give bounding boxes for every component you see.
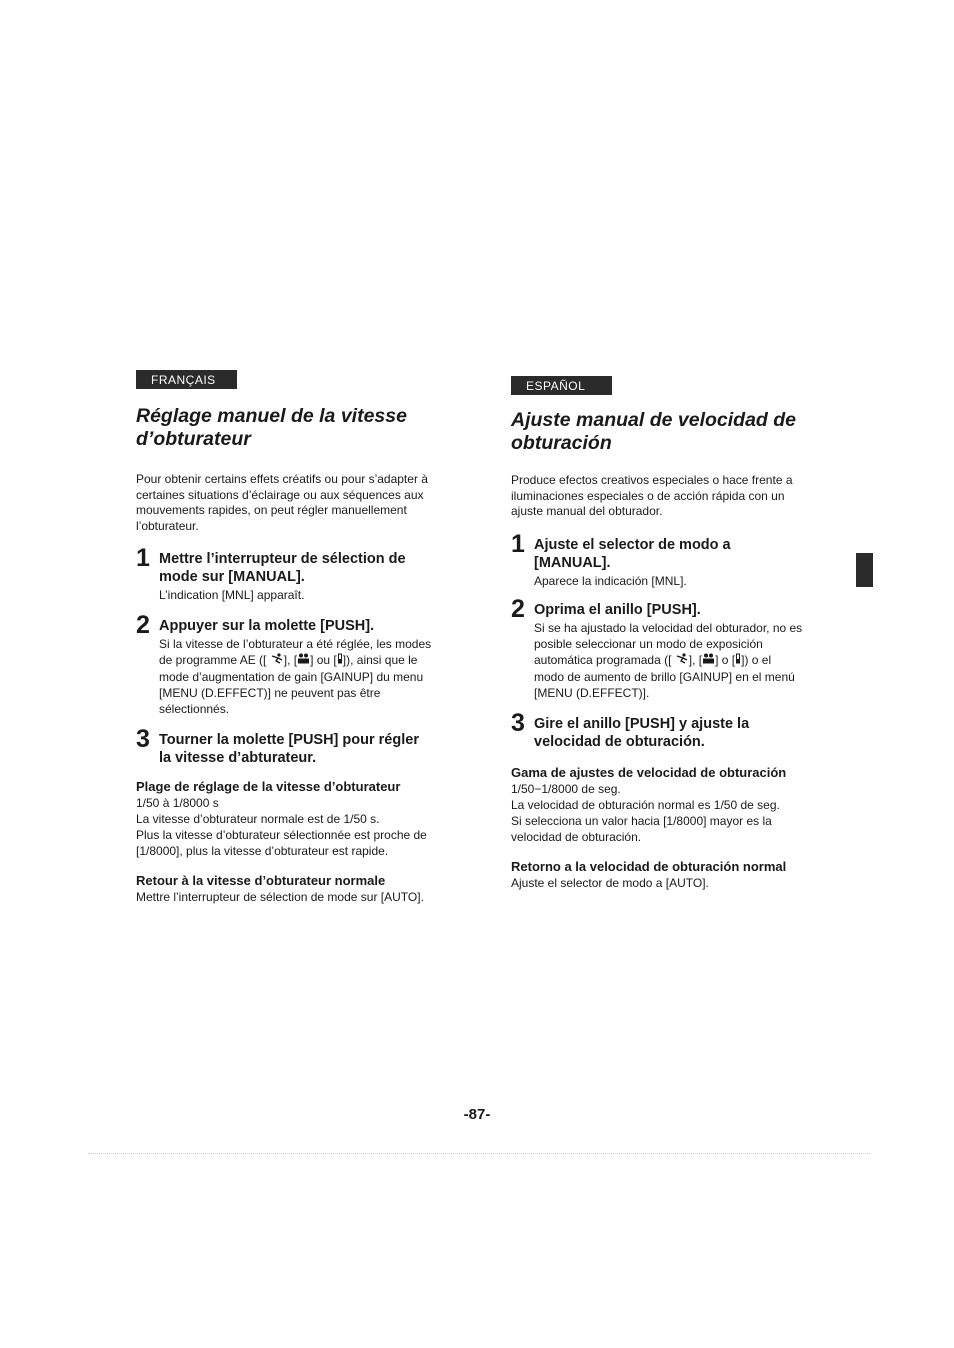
heading-line: la vitesse d’abturateur. [159, 750, 317, 766]
body-text: ]) o el [741, 652, 772, 667]
step-heading [159, 550, 456, 586]
body-line: Si selecciona un valor hacia [1/8000] mayor es la [511, 813, 772, 828]
step-number: 2 [511, 594, 525, 623]
body-line: Si la vitesse de l’obturateur a été réglée, les modes [159, 637, 432, 651]
body-text: ] o [ [715, 652, 736, 667]
body-line: 1/50−1/8000 de seg. [511, 781, 621, 796]
body-line: sélectionnés. [159, 702, 230, 716]
step-body [534, 620, 831, 701]
body-line: 1/50 à 1/8000 s [136, 796, 219, 810]
range-heading: Plage de réglage de la vitesse d’obturateur [136, 779, 401, 794]
return-section [511, 859, 831, 891]
step-1 [511, 529, 831, 589]
heading-line: Ajuste el selector de modo a [534, 536, 731, 553]
body-line: [MENU (D.EFFECT)]. [534, 685, 650, 700]
body-line: velocidad de obturación. [511, 829, 642, 844]
step-number: 2 [136, 611, 150, 639]
heading-line: [MANUAL]. [534, 554, 611, 571]
return-section [136, 873, 456, 905]
return-body: Ajuste el selector de modo a [AUTO]. [511, 875, 709, 890]
intro-line: Pour obtenir certains effets créatifs ou pour s’adapter à [136, 472, 428, 486]
body-line: Plus la vitesse d’obturateur sélectionnée est proche de [136, 828, 427, 842]
title-line: Ajuste manual de velocidad de [511, 409, 796, 431]
body-text: ], [ [688, 652, 703, 667]
range-section [136, 779, 456, 859]
body-text: ] ou [ [310, 653, 337, 667]
title-line: d’obturateur [136, 428, 251, 450]
step-3 [511, 708, 831, 751]
body-line: modo de aumento de brillo [GAINUP] en el menú [534, 669, 795, 684]
heading-line: Gire el anillo [PUSH] y ajuste la [534, 715, 750, 732]
intro-line: Produce efectos creativos especiales o hace frente a [511, 473, 793, 487]
bottom-divider [88, 1153, 870, 1154]
body-line: Si se ha ajustado la velocidad del obturador, no es [534, 620, 803, 635]
range-section [511, 765, 831, 845]
step-number: 3 [511, 708, 525, 737]
body-text: ]), ainsi que le [342, 653, 418, 667]
portrait-mode-icon [297, 653, 310, 669]
step-body: Aparece la indicación [MNL]. [534, 573, 687, 588]
intro-line: l’obturateur. [136, 518, 199, 533]
sports-mode-icon [270, 653, 284, 669]
intro-line: mouvements rapides, on peut régler manuellement [136, 503, 407, 517]
body-text: de programme AE ([ [159, 653, 267, 667]
return-body: Mettre l’interrupteur de sélection de mode sur [AUTO]. [136, 890, 424, 904]
return-heading: Retorno a la velocidad de obturación normal [511, 858, 787, 874]
step-body [159, 636, 456, 717]
step-heading: Appuyer sur la molette [PUSH]. [159, 618, 375, 634]
body-text: ], [ [283, 653, 298, 667]
spanish-column [511, 370, 831, 891]
language-tag: FRANÇAIS [136, 370, 237, 389]
section-title [511, 409, 831, 455]
french-column [136, 370, 456, 905]
step-1 [136, 544, 456, 603]
body-line: posible seleccionar un modo de exposición [534, 636, 763, 651]
sports-mode-icon [675, 653, 689, 669]
step-heading: Oprima el anillo [PUSH]. [534, 601, 701, 618]
intro-line: certaines situations d’éclairage ou aux séquences aux [136, 487, 424, 502]
section-tab-marker [856, 553, 873, 587]
step-number: 1 [136, 544, 150, 572]
intro-line: ajuste manual del obturador. [511, 504, 663, 518]
step-2 [136, 611, 456, 717]
heading-line: Tourner la molette [PUSH] pour régler [159, 732, 419, 748]
title-line: obturación [511, 432, 612, 454]
step-number: 3 [136, 725, 150, 753]
intro-paragraph [136, 472, 456, 534]
heading-line: Mettre l’interrupteur de sélection de [159, 551, 406, 567]
step-2 [511, 594, 831, 701]
range-heading: Gama de ajustes de velocidad de obturación [511, 764, 787, 780]
body-line: [MENU (D.EFFECT)] ne peuvent pas être [159, 686, 381, 700]
step-heading [534, 715, 831, 751]
body-line: La vitesse d’obturateur normale est de 1/50 s. [136, 812, 380, 826]
heading-line: mode sur [MANUAL]. [159, 569, 305, 585]
step-3 [136, 725, 456, 767]
step-heading [159, 731, 456, 767]
body-text: automática programada ([ [534, 652, 672, 667]
body-line: La velocidad de obturación normal es 1/50 de seg. [511, 797, 780, 812]
section-title [136, 405, 456, 451]
return-heading: Retour à la vitesse d’obturateur normale [136, 873, 386, 888]
intro-paragraph [511, 473, 831, 520]
heading-line: velocidad de obturación. [534, 733, 705, 750]
title-line: Réglage manuel de la vitesse [136, 405, 407, 427]
step-body: L’indication [MNL] apparaît. [159, 588, 305, 602]
intro-line: iluminaciones especiales o de acción rápida con un [511, 488, 785, 503]
body-line: mode d’augmentation de gain [GAINUP] du menu [159, 670, 424, 684]
page-number: -87- [463, 1106, 491, 1123]
language-tag: ESPAÑOL [511, 376, 612, 395]
range-body [136, 795, 456, 859]
portrait-mode-icon [702, 653, 715, 669]
range-body [511, 781, 831, 845]
step-number: 1 [511, 529, 525, 558]
step-heading [534, 536, 831, 572]
body-line: [1/8000], plus la vitesse d’obturateur est rapide. [136, 844, 389, 858]
